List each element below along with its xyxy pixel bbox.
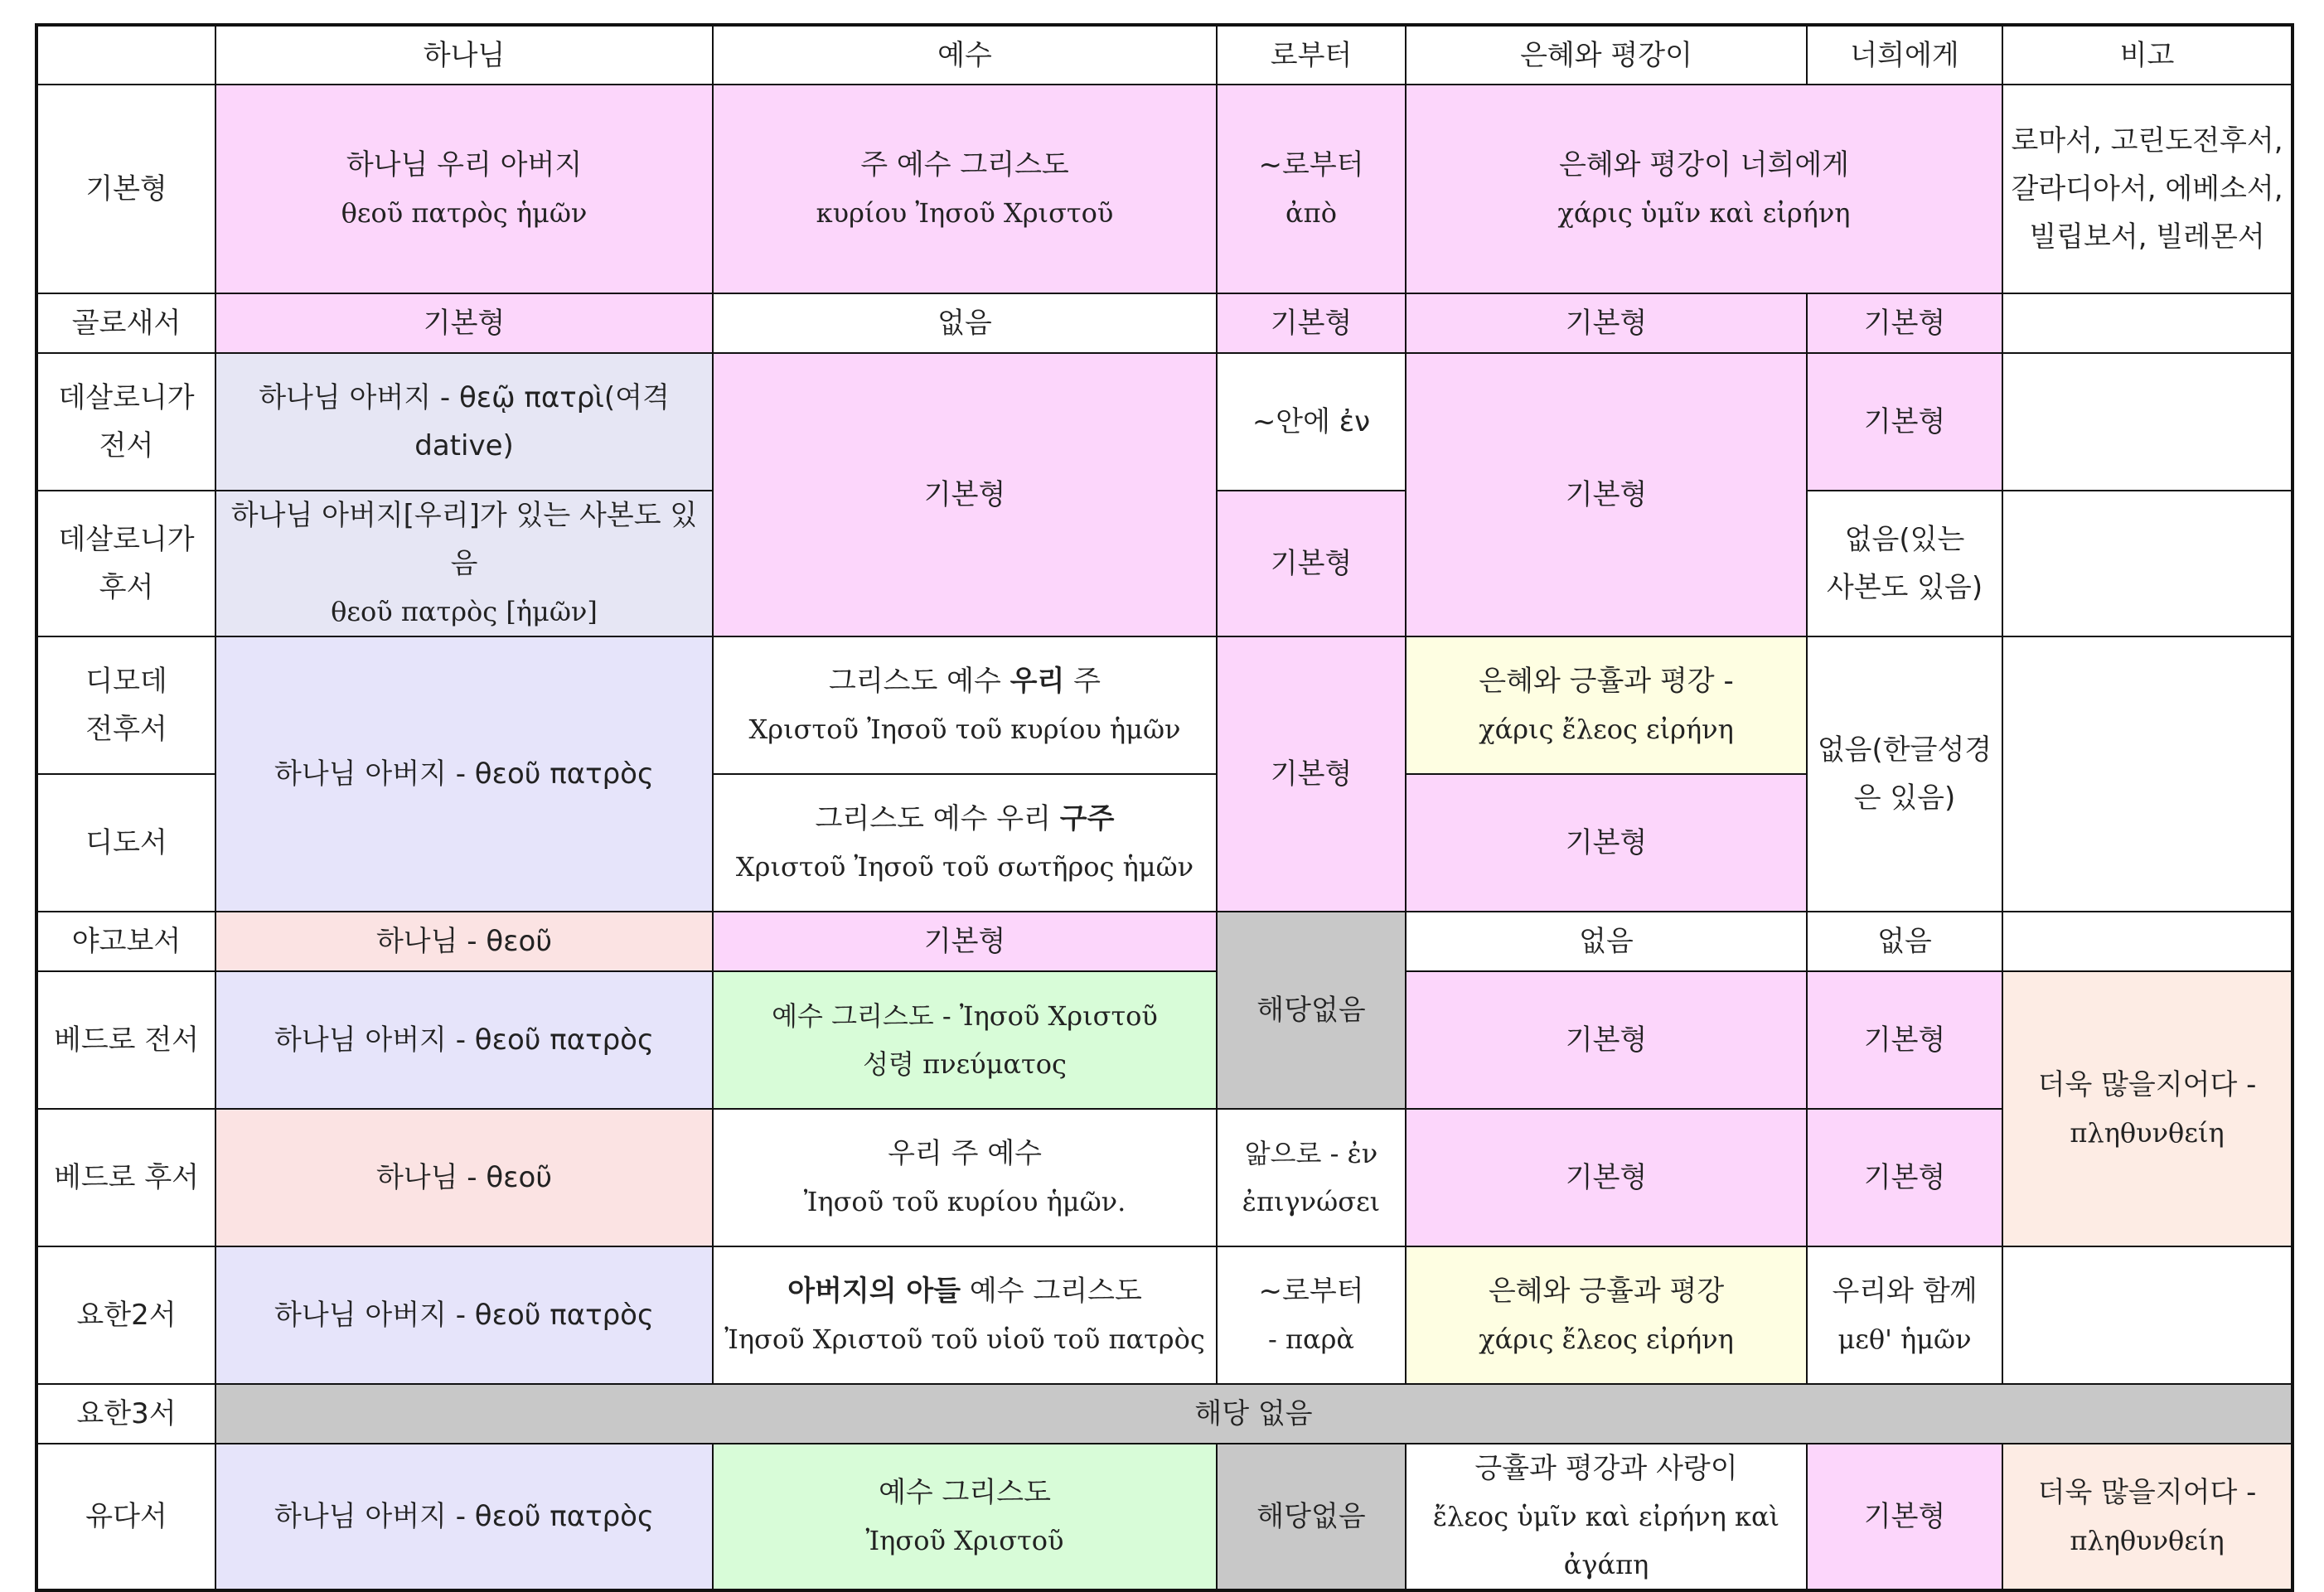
row-1-thessalonians [36,353,2293,491]
row-label-timothy [36,636,215,774]
thess2-to-you-line: 없음(있는 [1844,523,1965,556]
colossians-god-cell: 기본형 [215,293,713,353]
jude-god-cell: 하나님 아버지 - θεοῦ πατρὸς [215,1444,713,1590]
row-label-line: 데살로니가 [58,523,195,556]
row-label-2-john: 요한2서 [36,1246,215,1384]
row-colossians [36,293,2293,353]
thess1-from-cell: ~안에 ἐν [1217,353,1406,491]
tim-titus-to-you-line: 없음(한글성경 [1817,733,1992,767]
row-base-form [36,85,2293,293]
base-note-cell [2002,85,2293,293]
peter1-grace-cell: 기본형 [1406,971,1807,1109]
timothy-grace-cell [1406,636,1807,774]
base-from-greek: ἀπὸ [1285,197,1337,229]
john2-grace-korean: 은혜와 긍휼과 평강 [1488,1275,1725,1308]
base-note-line: 로마서, 고린도전후서, [2011,124,2283,157]
row-label-base-form: 기본형 [36,85,215,293]
tim-titus-from-cell: 기본형 [1217,636,1406,912]
row-label-2-thessalonians [36,491,215,636]
jude-jesus-greek: Ἰησοῦ Χριστοῦ [865,1525,1064,1556]
peter1-god-cell: 하나님 아버지 - θεοῦ πατρὸς [215,971,713,1109]
jude-grace-greek: ἔλεος ὑμῖν καὶ εἰρήνη καὶ ἀγάπη [1432,1501,1780,1580]
row-timothy [36,636,2293,774]
jude-note-cell [2002,1444,2293,1590]
thess1-to-you-cell: 기본형 [1807,353,2002,491]
emphasis-text: 구주 [1059,802,1115,835]
thess1-note-cell [2002,353,2293,491]
base-note-line: 갈라디아서, 에베소서, [2011,172,2283,206]
timothy-jesus-greek: Χριστοῦ Ἰησοῦ τοῦ κυρίου ἡμῶν [748,714,1181,745]
base-god-cell [215,85,713,293]
row-label-line: 후서 [99,571,154,604]
row-label-james: 야고보서 [36,912,215,971]
jude-grace-korean: 긍휼과 평강과 사랑이 [1474,1452,1738,1485]
james-to-you-cell: 없음 [1807,912,2002,971]
base-jesus-korean: 주 예수 그리스도 [860,148,1069,181]
row-3-john [36,1384,2293,1444]
thess1-god-cell [215,353,713,491]
base-from-korean: ~로부터 [1258,148,1364,181]
text-segment: 예수 그리스도 [961,1275,1142,1308]
james-jesus-cell: 기본형 [713,912,1217,971]
john2-jesus-greek: Ἰησοῦ Χριστοῦ τοῦ υἱοῦ τοῦ πατρὸς [724,1323,1205,1355]
titus-grace-cell: 기본형 [1406,774,1807,912]
jude-note-korean: 더욱 많을지어다 - [2037,1476,2257,1509]
base-from-cell [1217,85,1406,293]
thess2-god-cell [215,491,713,636]
timothy-grace-greek: χάρις ἔλεος εἰρήνη [1479,714,1734,745]
peter1-spirit-line: 성령 πνεύματος [863,1048,1067,1080]
peter2-from-line: ἐπιγνώσει [1242,1186,1381,1217]
peter2-grace-cell: 기본형 [1406,1109,1807,1246]
john2-jesus-korean [719,1267,1211,1315]
row-label-line: 디모데 [85,665,167,698]
row-label-1-peter: 베드로 전서 [36,971,215,1109]
na-from-cell: 해당없음 [1217,912,1406,1109]
header-to-you-cell: 너희에게 [1807,25,2002,85]
timothy-jesus-korean [719,657,1211,705]
peter-note-korean: 더욱 많을지어다 - [2037,1068,2257,1101]
row-label-line: 데살로니가 [58,381,195,414]
thess2-god-greek: θεοῦ πατρὸς [ἡμῶν] [331,596,598,627]
header-grace-peace-cell: 은혜와 평강이 [1406,25,1807,85]
john2-grace-cell [1406,1246,1807,1384]
row-label-titus: 디도서 [36,774,215,912]
tim-titus-note-cell [2002,636,2293,912]
john2-note-cell [2002,1246,2293,1384]
base-note-line: 빌립보서, 빌레몬서 [2029,220,2265,254]
peter-note-cell [2002,971,2293,1246]
base-jesus-cell [713,85,1217,293]
base-grace-cell [1406,85,2002,293]
tim-titus-god-cell: 하나님 아버지 - θεοῦ πατρὸς [215,636,713,912]
john2-to-you-cell [1807,1246,2002,1384]
row-label-1-thessalonians [36,353,215,491]
peter2-from-line: 앎으로 - ἐν [1244,1138,1378,1169]
john2-to-you-korean: 우리와 함께 [1832,1275,1978,1308]
header-corner-cell [36,25,215,85]
row-2-peter [36,1109,2293,1246]
peter1-to-you-cell: 기본형 [1807,971,2002,1109]
emphasis-text: 우리 [1009,665,1065,698]
header-god-cell: 하나님 [215,25,713,85]
colossians-note-cell [2002,293,2293,353]
jude-jesus-korean: 예수 그리스도 [879,1476,1051,1509]
timothy-grace-korean: 은혜와 긍휼과 평강 - [1479,665,1734,698]
colossians-to-you-cell: 기본형 [1807,293,2002,353]
header-from-cell: 로부터 [1217,25,1406,85]
base-god-greek: θεοῦ πατρὸς ἡμῶν [341,197,588,229]
thess2-to-you-line: 사본도 있음) [1826,571,1983,604]
header-jesus-cell: 예수 [713,25,1217,85]
titus-jesus-greek: Χριστοῦ Ἰησοῦ τοῦ σωτῆρος ἡμῶν [735,851,1194,883]
jude-to-you-cell: 기본형 [1807,1444,2002,1590]
tim-titus-to-you-cell [1807,636,2002,912]
john2-from-line: ~로부터 [1258,1275,1364,1308]
thess2-from-cell: 기본형 [1217,491,1406,636]
james-note-cell [2002,912,2293,971]
row-2-john [36,1246,2293,1384]
row-label-line: 전후서 [85,713,167,746]
jude-jesus-cell [713,1444,1217,1590]
thess2-god-korean: 하나님 아버지[우리]가 있는 사본도 있음 [230,499,698,580]
thess-jesus-cell: 기본형 [713,353,1217,636]
john2-grace-greek: χάρις ἔλεος εἰρήνη [1479,1323,1734,1355]
tim-titus-to-you-line: 은 있음) [1853,781,1956,815]
peter2-jesus-greek: Ἰησοῦ τοῦ κυρίου ἡμῶν. [803,1186,1126,1217]
john2-from-cell [1217,1246,1406,1384]
jude-grace-cell [1406,1444,1807,1590]
thess2-to-you-cell [1807,491,2002,636]
row-label-jude: 유다서 [36,1444,215,1590]
base-grace-korean: 은혜와 평강이 너희에게 [1558,148,1850,181]
base-jesus-greek: κυρίου Ἰησοῦ Χριστοῦ [816,197,1114,229]
jude-note-greek: πληθυνθείη [2070,1525,2225,1556]
james-god-cell: 하나님 - θεοῦ [215,912,713,971]
colossians-grace-cell: 기본형 [1406,293,1807,353]
header-row [36,25,2293,85]
text-segment: 그리스도 예수 우리 [815,802,1060,835]
titus-jesus-korean [719,795,1211,843]
base-god-korean: 하나님 우리 아버지 [346,148,583,181]
james-grace-cell: 없음 [1406,912,1807,971]
peter2-god-cell: 하나님 - θεοῦ [215,1109,713,1246]
thess2-note-cell [2002,491,2293,636]
epistle-greeting-comparison-table [35,23,2294,1592]
john2-god-cell: 하나님 아버지 - θεοῦ πατρὸς [215,1246,713,1384]
row-label-line: 전서 [99,429,154,462]
row-jude [36,1444,2293,1590]
colossians-from-cell: 기본형 [1217,293,1406,353]
peter2-jesus-cell [713,1109,1217,1246]
john2-jesus-cell [713,1246,1217,1384]
thess-grace-cell: 기본형 [1406,353,1807,636]
peter2-from-cell [1217,1109,1406,1246]
text-segment: 주 [1064,665,1101,698]
base-grace-greek: χάρις ὑμῖν καὶ εἰρήνη [1557,197,1851,229]
text-segment: 그리스도 예수 [828,665,1010,698]
jude-from-cell: 해당없음 [1217,1444,1406,1590]
row-james [36,912,2293,971]
peter-note-greek: πληθυνθείη [2070,1117,2225,1149]
header-note-cell: 비고 [2002,25,2293,85]
peter1-jesus-cell [713,971,1217,1109]
row-label-2-peter: 베드로 후서 [36,1109,215,1246]
timothy-jesus-cell [713,636,1217,774]
row-label-colossians: 골로새서 [36,293,215,353]
peter1-jesus-line: 예수 그리스도 - Ἰησοῦ Χριστοῦ [772,1000,1158,1032]
john2-to-you-greek: μεθ' ἡμῶν [1837,1323,1972,1355]
john2-from-line: - παρὰ [1267,1323,1355,1355]
colossians-jesus-cell: 없음 [713,293,1217,353]
row-label-3-john: 요한3서 [36,1384,215,1444]
john3-not-applicable-cell: 해당 없음 [215,1384,2293,1444]
emphasis-text: 아버지의 아들 [787,1275,961,1308]
titus-jesus-cell [713,774,1217,912]
peter2-to-you-cell: 기본형 [1807,1109,2002,1246]
thess1-god-text: 하나님 아버지 - θεῷ πατρὶ(여격dative) [259,381,670,462]
peter2-jesus-korean: 우리 주 예수 [888,1137,1042,1170]
row-1-peter [36,971,2293,1109]
